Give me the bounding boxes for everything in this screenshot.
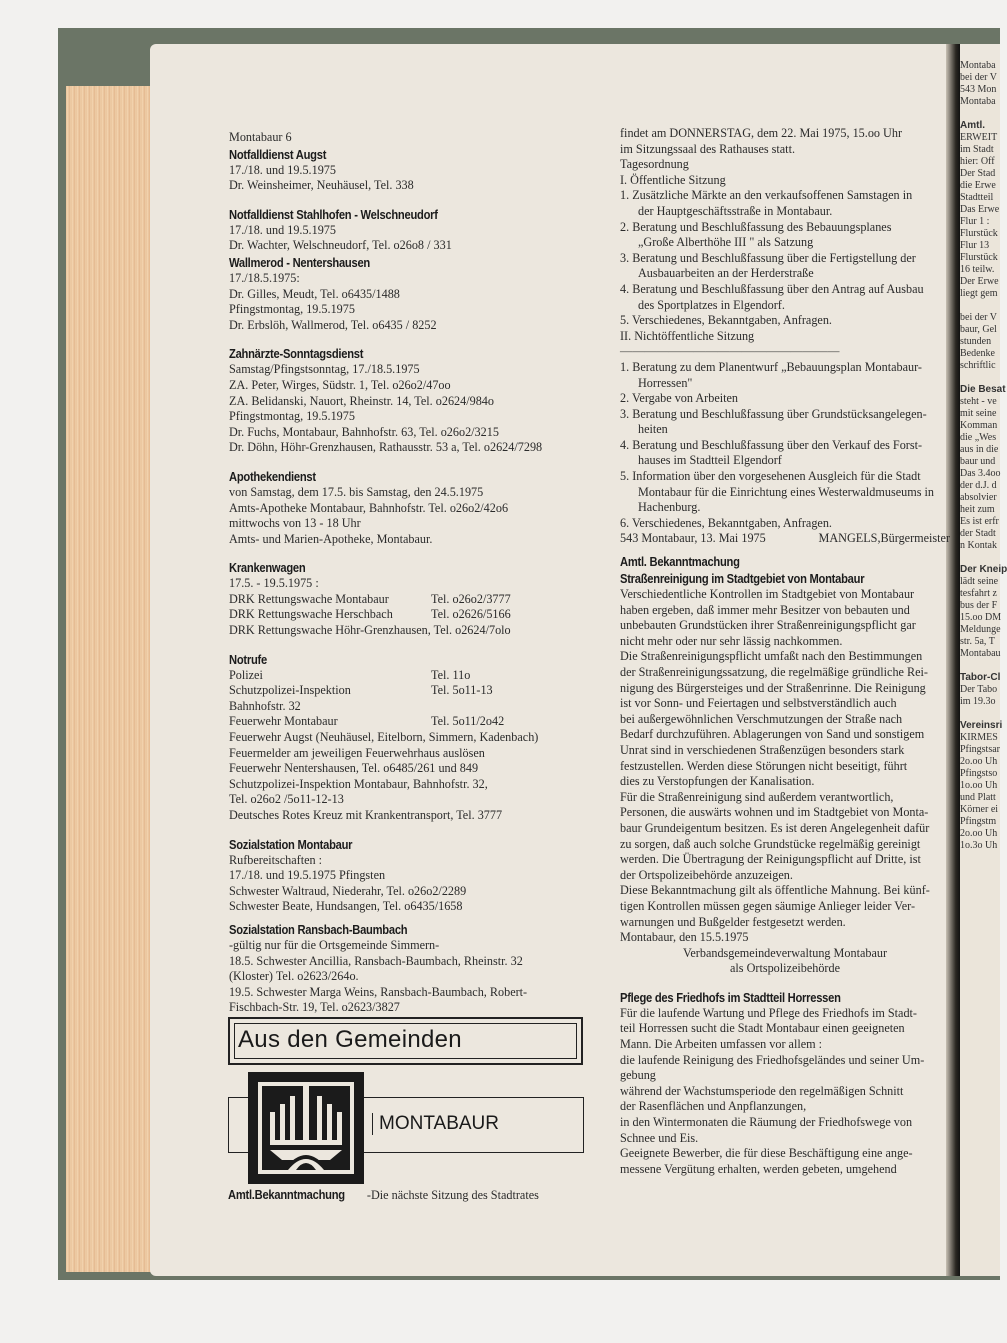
section-heading: Amtl. Bekanntmachung [620, 554, 740, 570]
next-page-fragment: die „Wes [960, 432, 997, 443]
text-line: Für die laufende Wartung und Pflege des Friedhofs im Stadt- [620, 1005, 917, 1020]
text-line: die laufende Reinigung des Friedhofsgeländes und seiner Um- [620, 1052, 925, 1067]
town-label: MONTABAUR [372, 1113, 499, 1135]
text-line: der Rasenflächen und Anpflanzungen, [620, 1099, 807, 1114]
next-page-fragment: Der Erwe [960, 276, 999, 287]
text-line: Bedarf durchzuführen. Ablagerungen von Sand und sonstigem [620, 727, 925, 742]
next-page-fragment: absolvier [960, 492, 997, 503]
text-line: -gültig nur für die Ortsgemeinde Simmern- [229, 937, 440, 952]
text-line: nigung des Bürgersteiges und der Straßenrinne. Die Reinigung [620, 680, 926, 695]
agenda-item: des Sportplatzes in Elgendorf. [638, 297, 785, 312]
section-heading: Sozialstation Montabaur [229, 836, 353, 852]
next-page-fragment: Körner ei [960, 804, 999, 815]
text-line: 17./18. und 19.5.1975 Pfingsten [229, 868, 386, 883]
text-line: II. Nichtöffentliche Sitzung [620, 328, 755, 343]
next-page-fragment: Montaba [960, 60, 996, 71]
text-line: Pfingstmontag, 19.5.1975 [229, 302, 355, 317]
agenda-item: 5. Information über den vorgesehenen Ausgleich für die Stadt [620, 469, 921, 484]
next-page-fragment: im Stadt [960, 144, 994, 155]
text-line: Feuerwehr Augst (Neuhäusel, Eitelborn, Simmern, Kadenbach) [229, 730, 539, 745]
next-page-fragment: 2o.oo Uh [960, 756, 998, 767]
text-line: ZA. Belidanski, Nauort, Rheinstr. 14, Tel. o2624/984o [229, 393, 494, 408]
agenda-item: 3. Beratung und Beschlußfassung über Grundstücksangelegen- [620, 406, 927, 421]
text-line: bei außergewöhnlichen Verschmutzungen der Straße nach [620, 711, 903, 726]
text-line: DRK Rettungswache Höhr-Grenzhausen, Tel. o2624/7olo [229, 623, 511, 638]
section-heading: Krankenwagen [229, 560, 306, 576]
phone-name: DRK Rettungswache Herschbach [229, 607, 393, 622]
phone-number: Tel. o2626/5166 [431, 607, 511, 622]
announcement-line [228, 1186, 539, 1203]
agenda-item: Hachenburg. [638, 500, 701, 515]
next-page-fragment: baur, Gel [960, 324, 997, 335]
next-page-fragment: Pfingstsar [960, 744, 1000, 755]
phone-number: Tel. 11o [431, 667, 471, 682]
next-page-fragment: Bedenke [960, 348, 995, 359]
next-page-fragment: im 19.3o [960, 696, 996, 707]
next-page-fragment: Das Erwe [960, 204, 1000, 215]
next-page-fragment: n Kontak [960, 540, 997, 551]
text-line: 17./18. und 19.5.1975 [229, 222, 336, 237]
agenda-item: 6. Verschiedenes, Bekanntgaben, Anfragen. [620, 515, 832, 530]
next-page-fragment: 1o.oo Uh [960, 780, 998, 791]
phone-row [229, 592, 604, 608]
next-page-fragment: Montaba [960, 96, 996, 107]
text-line: Dr. Weinsheimer, Neuhäusel, Tel. 338 [229, 178, 414, 193]
next-page-fragment: Flurstück [960, 228, 998, 239]
signature-line: Verbandsgemeindeverwaltung Montabaur [682, 945, 888, 960]
rule-line: —————————————————— [620, 344, 840, 359]
text-line: messene Vergütung erhalten, werden gebeten, umgehend [620, 1161, 897, 1176]
banner-title: Aus den Gemeinden [238, 1026, 462, 1053]
text-line: Schwester Waltraud, Niederahr, Tel. o26o2/2289 [229, 883, 467, 898]
text-line: festzustellen. Werden diese Störungen nicht beseitigt, führt [620, 758, 908, 773]
text-line: Montabaur, den 15.5.1975 [620, 930, 749, 945]
text-line: tigen Kontrollen müssen gegen säumige Anlieger leider Ver- [620, 898, 915, 913]
next-page-fragment: Tabor-Cl [960, 672, 1001, 683]
text-line: Verschiedentliche Kontrollen im Stadtgebiet von Montabaur [620, 587, 915, 602]
text-line: werden. Die Übertragung der Reinigungspflicht auf Dritte, ist [620, 852, 921, 867]
text-line: Deutsches Rotes Kreuz mit Krankentransport, Tel. 3777 [229, 808, 503, 822]
next-page-fragment [960, 660, 1000, 672]
text-line: Dr. Wachter, Welschneudorf, Tel. o26o8 / 331 [229, 238, 452, 253]
text-line: Amts- und Marien-Apotheke, Montabaur. [229, 531, 433, 546]
next-page-fragment: 15.oo DM [960, 612, 1002, 623]
text-line: Amts-Apotheke Montabaur, Bahnhofstr. Tel. o26o2/42o6 [229, 500, 509, 515]
text-line: teil Horressen sucht die Stadt Montabaur einen geeigneten [620, 1021, 905, 1036]
text-line: (Kloster) Tel. o2623/264o. [229, 969, 359, 984]
text-line: Schnee und Eis. [620, 1130, 699, 1145]
text-line: Diese Bekanntmachung gilt als öffentliche Mahnung. Bei künf- [620, 883, 930, 898]
next-page-fragment: und Platt [960, 792, 996, 803]
text-line: haben ergeben, daß immer mehr Besitzer von bebauten und [620, 602, 910, 617]
next-page-fragment: bei der V [960, 72, 998, 83]
agenda-item: 5. Verschiedenes, Bekanntgaben, Anfragen. [620, 313, 832, 328]
text-line: unbebauten Grundstücken ihrer Straßenreinigungspflicht gar [620, 618, 916, 633]
next-page-edge [960, 60, 1007, 1276]
text-line: Personen, die auswärts wohnen und im Stadtgebiet von Monta- [620, 805, 929, 820]
signature-line: als Ortspolizeibehörde [730, 961, 840, 976]
next-page-fragment: bus der F [960, 600, 998, 611]
section-heading: Straßenreinigung im Stadtgebiet von Montabaur [620, 571, 865, 587]
next-page-fragment: hier: Off [960, 156, 995, 167]
agenda-item: 1. Zusätzliche Märkte an den verkaufsoffenen Samstagen in [620, 188, 913, 203]
next-page-fragment: Flurstück [960, 252, 998, 263]
signoff-line [620, 531, 950, 547]
text-line: 17./18.5.1975: [229, 270, 300, 285]
next-page-fragment: baur und [960, 456, 996, 467]
next-page-fragment [960, 300, 1000, 312]
text-line: I. Öffentliche Sitzung [620, 172, 726, 187]
left-column [229, 130, 604, 1016]
agenda-item: 1. Beratung zu dem Planentwurf „Bebauungsplan Montabaur- [620, 359, 922, 374]
text-line: Tagesordnung [620, 157, 689, 172]
next-page-fragment: str. 5a, T [960, 636, 995, 647]
text-line: Dr. Erbslöh, Wallmerod, Tel. o6435 / 8252 [229, 317, 437, 332]
text-line: Rufbereitschaften : [229, 852, 323, 867]
text-line: dies zu Verstopfungen der Kanalisation. [620, 774, 815, 789]
next-page-fragment: tesfahrt z [960, 588, 997, 599]
signoff-name: MANGELS,Bürgermeister [818, 531, 950, 546]
section-heading: Apothekendienst [229, 468, 316, 484]
agenda-item: der Hauptgeschäftsstraße in Montabaur. [638, 203, 833, 218]
next-page-fragment: 543 Mon [960, 84, 997, 95]
text-line: der Ortspolizeibehörde anzuzeigen. [620, 867, 793, 882]
announcement-heading: Amtl.Bekanntmachung [228, 1187, 345, 1202]
text-line: Geeignete Bewerber, die für diese Beschäftigung eine ange- [620, 1146, 913, 1161]
next-page-fragment: 2o.oo Uh [960, 828, 998, 839]
next-page-fragment: 16 teilw. [960, 264, 995, 275]
agenda-item: 2. Beratung und Beschlußfassung des Bebauungsplanes [620, 219, 892, 234]
next-page-fragment: Flur 13 [960, 240, 990, 251]
text-line: ZA. Peter, Wirges, Südstr. 1, Tel. o26o2/47oo [229, 377, 451, 392]
next-page-fragment: 1o.3o Uh [960, 840, 998, 851]
next-page-fragment: der Stadt [960, 528, 996, 539]
text-line: in den Wintermonaten die Räumung der Friedhofswege von [620, 1115, 913, 1130]
phone-row [229, 714, 604, 730]
text-line: 18.5. Schwester Ancillia, Ransbach-Baumbach, Rheinstr. 32 [229, 953, 523, 968]
next-page-fragment: die Erwe [960, 180, 996, 191]
signoff-place: 543 Montabaur, 13. Mai 1975 [620, 531, 766, 546]
next-page-fragment [960, 708, 1000, 720]
agenda-item: 4. Beratung und Beschlußfassung über den Verkauf des Forst- [620, 437, 923, 452]
text-line: während der Wachstumsperiode den regelmäßigen Schnitt [620, 1083, 904, 1098]
next-page-fragment: Pfingstm [960, 816, 997, 827]
text-line: Samstag/Pfingstsonntag, 17./18.5.1975 [229, 362, 420, 377]
agenda-item: „Große Alberthöhe III " als Satzung [638, 235, 814, 250]
text-line: der Straßenreinigungssatzung, die regelmäßige gründliche Rei- [620, 665, 928, 679]
text-line: warnungen und Bußgelder festgesetzt werden. [620, 914, 846, 929]
text-line: Unrat sind in verschiedenen Straßenzügen besonders stark [620, 742, 905, 757]
phone-number: Tel. 5o11-13 [431, 683, 493, 698]
text-line: 19.5. Schwester Marga Weins, Ransbach-Baumbach, Robert- [229, 984, 528, 999]
right-column [620, 126, 950, 1177]
text-line: gebung [620, 1068, 656, 1083]
next-page-fragment: Meldunge [960, 624, 1001, 635]
announcement-text: -Die nächste Sitzung des Stadtrates [366, 1188, 539, 1202]
next-page-fragment [960, 552, 1000, 564]
agenda-item: Horressen" [638, 375, 693, 390]
next-page-fragment: mit seine [960, 408, 997, 419]
text-line: Dr. Gilles, Meudt, Tel. o6435/1488 [229, 286, 400, 301]
agenda-item: Ausbauarbeiten an der Herderstraße [638, 266, 814, 281]
section-body [229, 163, 604, 194]
next-page-fragment: Der Tabo [960, 684, 998, 695]
next-page-fragment: Amtl. [960, 120, 985, 131]
text-line: Fischbach-Str. 19, Tel. o2623/3827 [229, 1000, 400, 1015]
agenda-item: hauses im Stadtteil Elgendorf [638, 453, 782, 468]
section-heading: Sozialstation Ransbach-Baumbach [229, 921, 408, 937]
text-line: zu sorgen, daß auch solche Grundstücke regelmäßig gereinigt [620, 836, 921, 851]
next-page-fragment: liegt gem [960, 288, 998, 299]
place-line: Montabaur 6 [229, 130, 292, 144]
text-line: 17./18. und 19.5.1975 [229, 162, 336, 177]
text-line: Dr. Fuchs, Montabaur, Bahnhofstr. 63, Tel. o26o2/3215 [229, 424, 499, 439]
text-line: im Sitzungssaal des Rathauses statt. [620, 141, 796, 156]
phone-name: Polizei [229, 667, 263, 682]
text-line: von Samstag, dem 17.5. bis Samstag, den 24.5.1975 [229, 484, 484, 499]
text-line: nicht mehr oder nur sehr lässig nachkommen. [620, 633, 843, 648]
page-edges [66, 86, 158, 1272]
next-page-fragment: Der Kneip [960, 564, 1007, 575]
next-page-fragment: Der Stad [960, 168, 996, 179]
section-heading: Notfalldienst Augst [229, 146, 327, 162]
text-line: Mann. Die Arbeiten umfassen vor allem : [620, 1037, 823, 1052]
text-line: 17.5. - 19.5.1975 : [229, 576, 319, 591]
next-page-fragment: lädt seine [960, 576, 999, 587]
next-page-fragment: aus in die [960, 444, 999, 455]
section-heading: Notfalldienst Stahlhofen - Welschneudorf [229, 206, 438, 222]
section-heading: Zahnärzte-Sonntagsdienst [229, 346, 364, 362]
next-page-fragment: Stadtteil [960, 192, 994, 203]
text-line: mittwochs von 13 - 18 Uhr [229, 516, 361, 531]
next-page-fragment [960, 372, 1000, 384]
next-page-fragment: schriftlic [960, 360, 996, 371]
agenda-item: 2. Vergabe von Arbeiten [620, 391, 739, 406]
phone-name: DRK Rettungswache Montabaur [229, 591, 389, 606]
text-line: ist vor Sonn- und Feiertagen und selbstverständlich auch [620, 696, 897, 711]
phone-name: Bahnhofstr. 32 [229, 698, 301, 713]
next-page-fragment: bei der V [960, 312, 998, 323]
next-page-fragment: Es ist erfr [960, 516, 999, 527]
next-page-fragment: stunden [960, 336, 992, 347]
next-page-fragment: heit zum [960, 504, 995, 515]
text-line: baur Grundeigentum besitzen. Es ist deren Angelegenheit dafür [620, 820, 930, 835]
next-page-fragment: steht - ve [960, 396, 997, 407]
next-page-fragment: Montabau [960, 648, 1001, 659]
next-page-fragment: Vereinsri [960, 720, 1003, 731]
text-line: Tel. o26o2 /5o11-12-13 [229, 792, 344, 807]
text-line: Schwester Beate, Hundsangen, Tel. o6435/1658 [229, 899, 463, 914]
montabaur-crest-icon [248, 1072, 364, 1184]
text-line: Feuerwehr Nentershausen, Tel. o6485/261 und 849 [229, 761, 479, 776]
next-page-fragment: Komman [960, 420, 998, 431]
text-line: findet am DONNERSTAG, dem 22. Mai 1975, 15.oo Uhr [620, 126, 903, 140]
phone-name: Feuerwehr Montabaur [229, 714, 338, 729]
text-line: Pfingstmontag, 19.5.1975 [229, 409, 355, 424]
phone-number: Tel. o26o2/3777 [431, 591, 511, 606]
phone-row [229, 683, 604, 699]
text-line: Die Straßenreinigungspflicht umfaßt nach den Bestimmungen [620, 649, 923, 664]
next-page-fragment: der d.J. d [960, 480, 997, 491]
next-page-fragment: Pfingstso [960, 768, 998, 779]
agenda-item: 3. Beratung und Beschlußfassung über die Fertigstellung der [620, 250, 916, 265]
phone-row [229, 668, 604, 684]
next-page-fragment: KIRMES [960, 732, 998, 743]
phone-number: Tel. 5o11/2o42 [431, 714, 505, 729]
next-page-fragment [960, 108, 1000, 120]
next-page-fragment: ERWEIT [960, 132, 998, 143]
text-line: Dr. Döhn, Höhr-Grenzhausen, Rathausstr. 53 a, Tel. o2624/7298 [229, 440, 543, 455]
text-line: Feuermelder am jeweiligen Feuerwehrhaus auslösen [229, 745, 485, 760]
phone-name: Schutzpolizei-Inspektion [229, 683, 351, 698]
next-page-fragment: Flur 1 : [960, 216, 990, 227]
phone-row [229, 699, 604, 715]
phone-row [229, 607, 604, 623]
text-line: Für die Straßenreinigung sind außerdem verantwortlich, [620, 789, 894, 804]
next-page-fragment: Die Besat [960, 384, 1006, 395]
agenda-item: 4. Beratung und Beschlußfassung über den Antrag auf Ausbau [620, 281, 924, 296]
text-line: Schutzpolizei-Inspektion Montabaur, Bahnhofstr. 32, [229, 776, 488, 791]
section-banner [228, 1017, 583, 1065]
agenda-item: heiten [638, 422, 668, 437]
section-heading: Wallmerod - Nentershausen [229, 254, 370, 270]
next-page-fragment: Das 3.4oo [960, 468, 1001, 479]
section-heading: Notrufe [229, 651, 267, 667]
agenda-item: Montabaur für die Einrichtung eines Westerwaldmuseums in [638, 484, 934, 499]
section-heading: Pflege des Friedhofs im Stadtteil Horressen [620, 989, 841, 1005]
